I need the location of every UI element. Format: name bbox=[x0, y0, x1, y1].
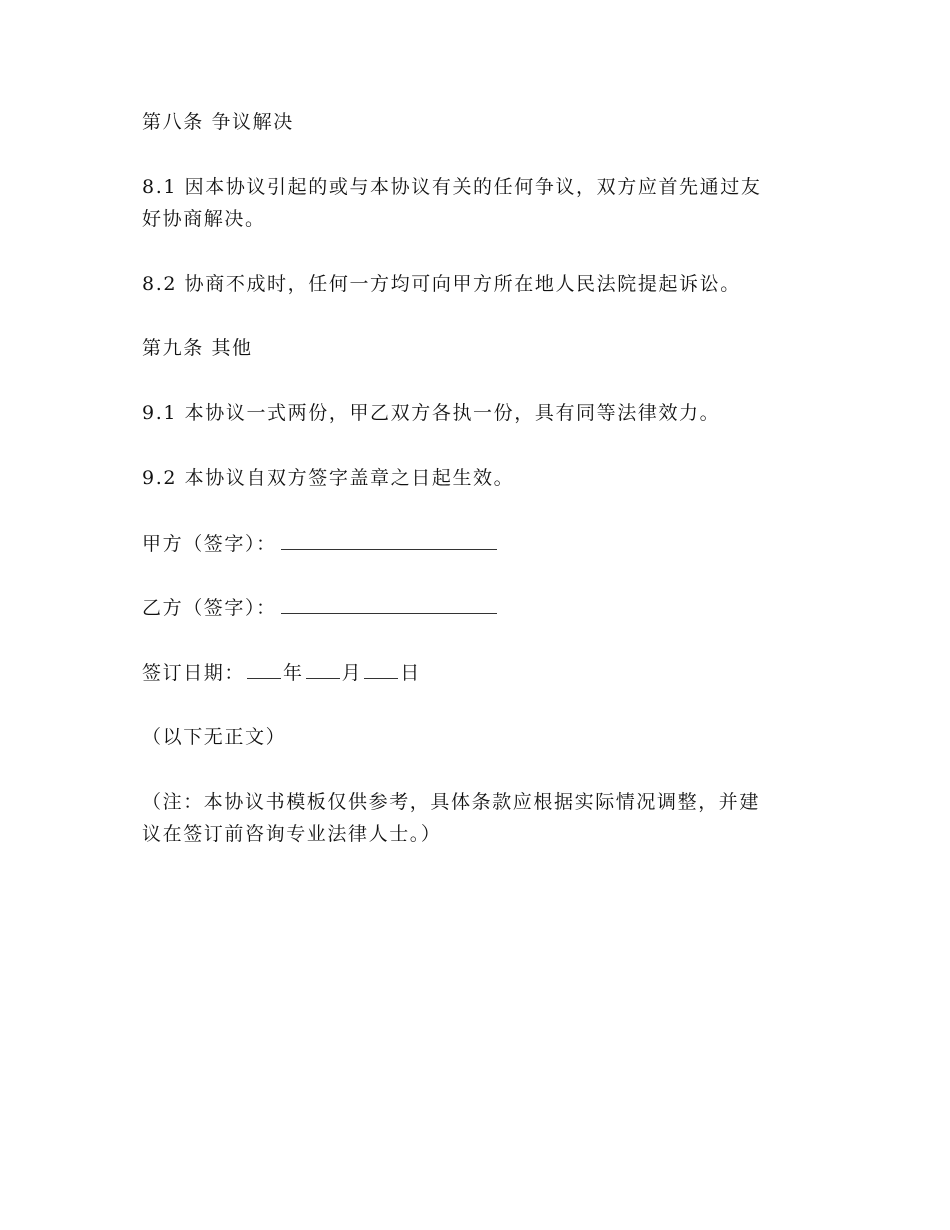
disclaimer-line-1: （注：本协议书模板仅供参考，具体条款应根据实际情况调整，并建 bbox=[142, 791, 761, 813]
party-a-signature-blank[interactable] bbox=[281, 532, 497, 550]
party-b-signature-blank[interactable] bbox=[281, 596, 497, 614]
clause-8-1-line-2: 好协商解决。 bbox=[142, 208, 266, 230]
party-b-signature-line bbox=[142, 596, 497, 619]
clause-9-2: 9.2 本协议自双方签字盖章之日起生效。 bbox=[142, 467, 515, 489]
party-b-label: 乙方（签字）： bbox=[142, 597, 277, 619]
month-blank[interactable] bbox=[306, 661, 340, 679]
month-label: 月 bbox=[341, 662, 363, 684]
article-8-heading: 第八条 争议解决 bbox=[142, 111, 294, 133]
end-of-text-note: （以下无正文） bbox=[142, 726, 287, 748]
date-label: 签订日期： bbox=[142, 662, 246, 684]
signing-date-line bbox=[142, 661, 421, 684]
clause-8-2: 8.2 协商不成时，任何一方均可向甲方所在地人民法院提起诉讼。 bbox=[142, 273, 741, 295]
day-label: 日 bbox=[400, 662, 421, 684]
day-blank[interactable] bbox=[364, 661, 398, 679]
party-a-signature-line bbox=[142, 532, 497, 555]
party-a-label: 甲方（签字）： bbox=[142, 533, 277, 555]
year-blank[interactable] bbox=[247, 661, 281, 679]
clause-8-1-line-1: 8.1 因本协议引起的或与本协议有关的任何争议，双方应首先通过友 bbox=[142, 176, 762, 198]
disclaimer-line-2: 议在签订前咨询专业法律人士。） bbox=[142, 823, 442, 845]
year-label: 年 bbox=[283, 662, 304, 684]
clause-9-1: 9.1 本协议一式两份，甲乙双方各执一份，具有同等法律效力。 bbox=[142, 402, 721, 424]
article-9-heading: 第九条 其他 bbox=[142, 337, 253, 359]
